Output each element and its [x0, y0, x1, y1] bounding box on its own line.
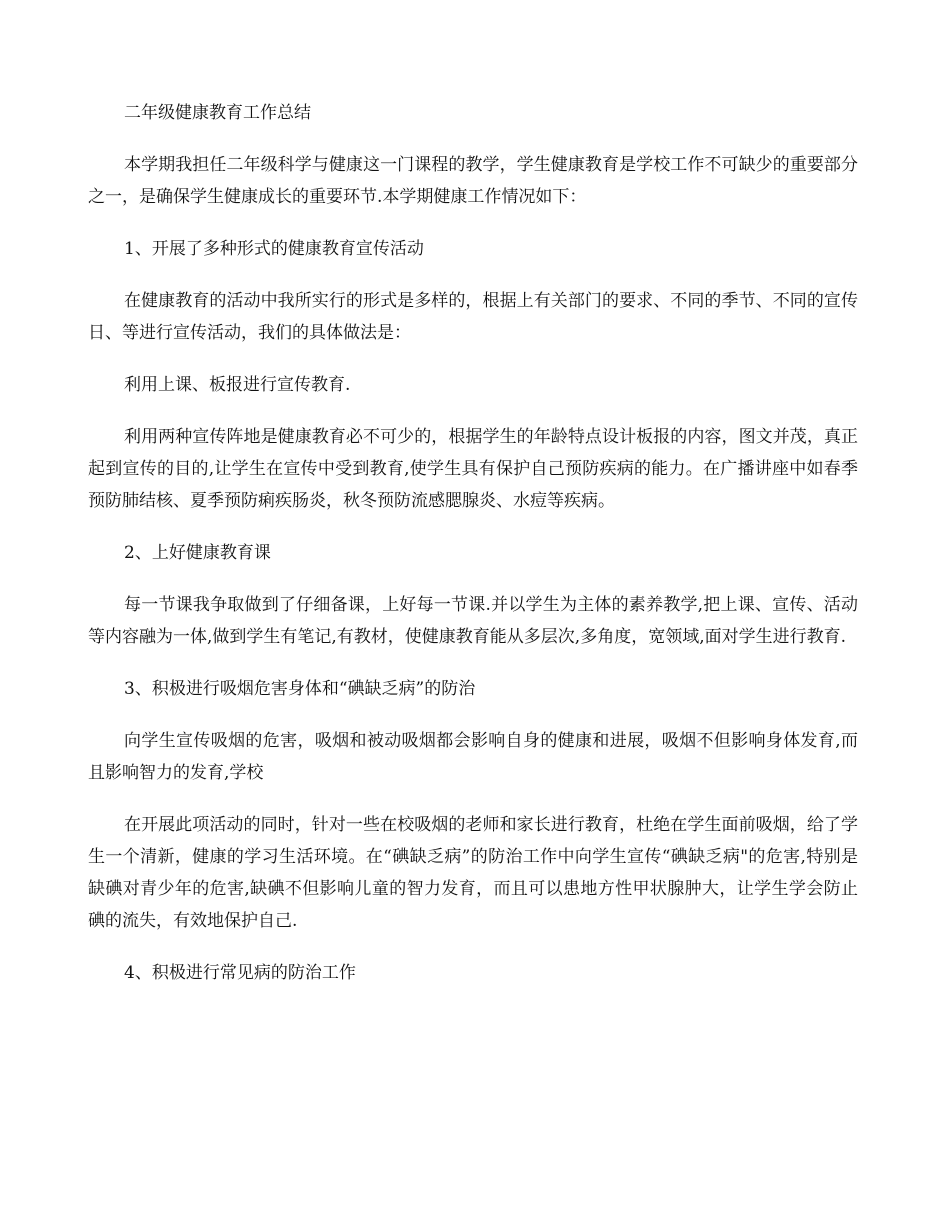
paragraph-methods: 利用上课、板报进行宣传教育. [124, 375, 351, 395]
document-body [88, 97, 858, 1009]
section-heading-4: 4、积极进行常见病的防治工作 [124, 963, 356, 983]
paragraph-bulletin: 利用两种宣传阵地是健康教育必不可少的，根据学生的年龄特点设计板报的内容，图文并茂，真正起到宣传的目的,让学生在宣传中受到教育,使学生具有保护自己预防疾病的能力。在广播讲座中如春季预防肺结核、夏季预防痢疾肠炎，秋冬预防流感腮腺炎、水痘等疾病。 [88, 427, 858, 511]
paragraph-smoking: 向学生宣传吸烟的危害，吸烟和被动吸烟都会影响自身的健康和进展，吸烟不但影响身体发育,而且影响智力的发育,学校 [88, 731, 858, 783]
section-heading-2: 2、上好健康教育课 [124, 543, 271, 563]
paragraph-iodine: 在开展此项活动的同时，针对一些在校吸烟的老师和家长进行教育，杜绝在学生面前吸烟，给了学生一个清新，健康的学习生活环境。在“碘缺乏病”的防治工作中向学生宣传“碘缺乏病"的危害,特别是缺碘对青少年的危害,缺碘不但影响儿童的智力发育，而且可以患地方性甲状腺肿大，让学生学会防止碘的流失，有效地保护自己. [88, 815, 858, 931]
section-heading-1: 1、开展了多种形式的健康教育宣传活动 [124, 239, 424, 259]
section-heading-3: 3、积极进行吸烟危害身体和“碘缺乏病”的防治 [124, 679, 476, 699]
paragraph-activities: 在健康教育的活动中我所实行的形式是多样的，根据上有关部门的要求、不同的季节、不同的宣传日、等进行宣传活动，我们的具体做法是： [88, 291, 858, 343]
paragraph-lessons: 每一节课我争取做到了仔细备课，上好每一节课.并以学生为主体的素养教学,把上课、宣传、活动等内容融为一体,做到学生有笔记,有教材，使健康教育能从多层次,多角度，宽领域,面对学生进行教育. [88, 595, 858, 647]
document-title: 二年级健康教育工作总结 [124, 103, 311, 123]
paragraph-intro: 本学期我担任二年级科学与健康这一门课程的教学，学生健康教育是学校工作不可缺少的重要部分之一，是确保学生健康成长的重要环节.本学期健康工作情况如下： [88, 155, 858, 207]
